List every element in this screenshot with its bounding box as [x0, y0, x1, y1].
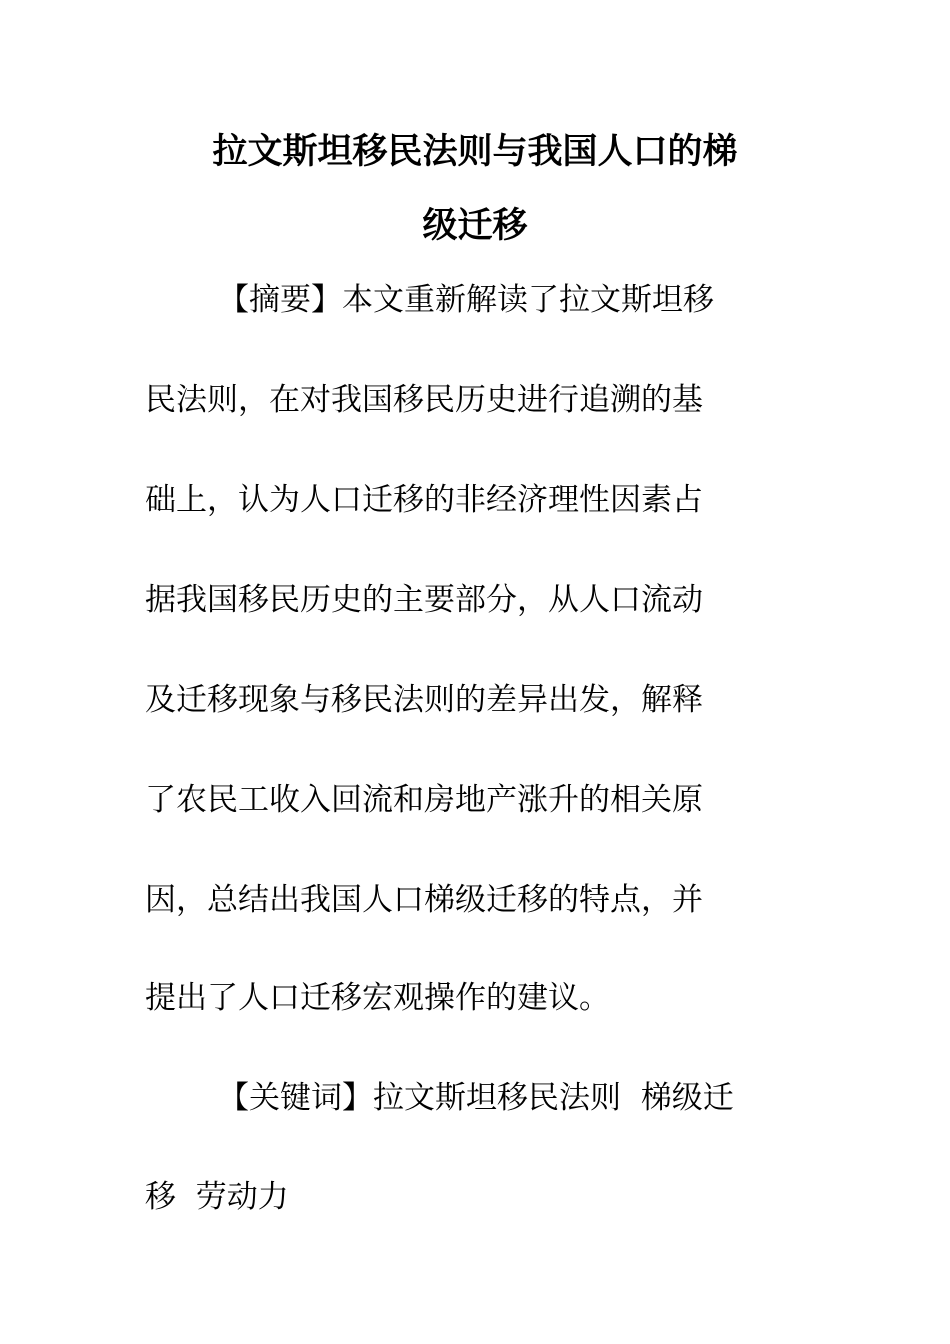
- abstract-line: 提出了人口迁移宏观操作的建议。: [145, 980, 610, 1016]
- abstract-line: 础上，认为人口迁移的非经济理性因素占: [145, 482, 703, 518]
- keywords-line: 移 劳动力: [145, 1179, 289, 1215]
- abstract-line: 及迁移现象与移民法则的差异出发，解释: [145, 682, 703, 718]
- abstract-line: 了农民工收入回流和房地产涨升的相关原: [145, 782, 703, 818]
- document-title-line-1: 拉文斯坦移民法则与我国人口的梯: [212, 132, 738, 172]
- abstract-line: 民法则，在对我国移民历史进行追溯的基: [145, 382, 703, 418]
- abstract-line: 因，总结出我国人口梯级迁移的特点，并: [145, 882, 703, 918]
- abstract-line: 据我国移民历史的主要部分，从人口流动: [145, 582, 703, 618]
- keywords-line: 【关键词】拉文斯坦移民法则 梯级迁: [218, 1080, 734, 1116]
- abstract-line: 【摘要】本文重新解读了拉文斯坦移: [218, 282, 714, 318]
- document-title-line-2: 级迁移: [422, 206, 528, 246]
